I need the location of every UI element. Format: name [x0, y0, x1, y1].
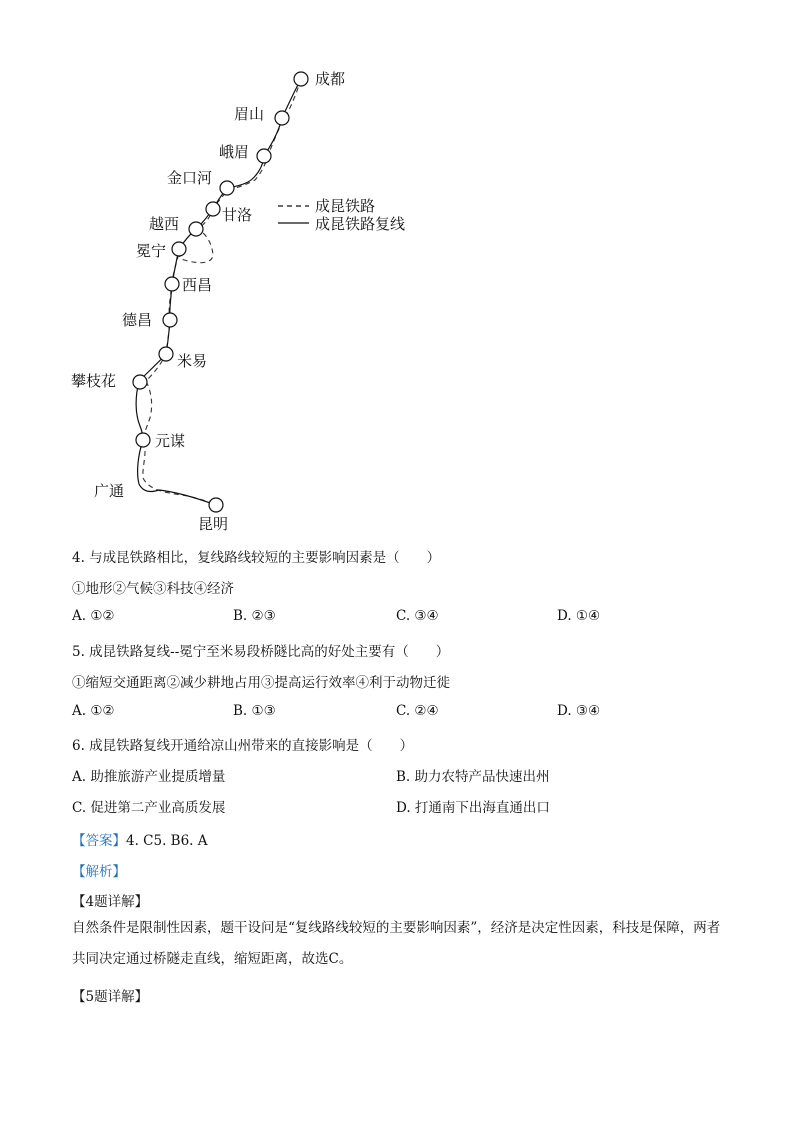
q4-option-d[interactable]: D. ①④	[557, 608, 601, 624]
q4-stem: 4. 与成昆铁路相比，复线路线较短的主要影响因素是（ ）	[72, 550, 441, 566]
map-legend	[278, 197, 405, 233]
q5-option-b[interactable]: B. ①③	[233, 703, 276, 719]
label-jinkouhe: 金口河	[167, 169, 213, 187]
station-panzhihua	[133, 375, 147, 389]
station-yuexi	[189, 222, 203, 236]
label-xichang: 西昌	[182, 276, 213, 294]
station-meishan	[275, 111, 289, 125]
label-ganluo: 甘洛	[222, 206, 253, 224]
legend-old-line-label: 成昆铁路	[315, 197, 376, 215]
station-kunming	[209, 498, 223, 512]
label-mianning: 冕宁	[136, 242, 167, 260]
q4-option-a[interactable]: A. ①②	[72, 608, 115, 624]
label-dechang: 德昌	[122, 311, 153, 329]
q5-option-c[interactable]: C. ②④	[396, 703, 439, 719]
station-yuanmou	[136, 433, 150, 447]
q5-option-d[interactable]: D. ③④	[557, 703, 601, 719]
analysis-label: 【解析】	[72, 864, 126, 880]
label-yuexi: 越西	[149, 215, 180, 233]
station-chengdu	[294, 72, 308, 86]
q5-items: ①缩短交通距离②减少耕地占用③提高运行效率④利于动物迁徙	[72, 675, 450, 691]
label-emei: 峨眉	[219, 143, 250, 161]
station-mianning	[172, 242, 186, 256]
answer-label: 【答案】	[72, 833, 126, 849]
label-panzhihua: 攀枝花	[71, 372, 117, 390]
station-emei	[257, 149, 271, 163]
q5-stem: 5. 成昆铁路复线--冕宁至米易段桥隧比高的好处主要有（ ）	[72, 644, 450, 660]
station-miyi	[159, 347, 173, 361]
q6-stem: 6. 成昆铁路复线开通给凉山州带来的直接影响是（ ）	[72, 738, 414, 754]
station-jinkouhe	[220, 181, 234, 195]
label-kunming: 昆明	[198, 515, 229, 533]
q6-option-d[interactable]: D. 打通南下出海直通出口	[396, 800, 550, 816]
q6-option-a[interactable]: A. 助推旅游产业提质增量	[72, 769, 226, 785]
label-yuanmou: 元谋	[155, 432, 186, 450]
legend-new-line-label: 成昆铁路复线	[315, 215, 406, 233]
q6-option-c[interactable]: C. 促进第二产业高质发展	[72, 800, 226, 816]
q4-items: ①地形②气候③科技④经济	[72, 581, 234, 597]
station-ganluo	[206, 202, 220, 216]
q6-option-b[interactable]: B. 助力农特产品快速出州	[396, 769, 550, 785]
label-guangtong: 广通	[94, 482, 125, 500]
label-meishan: 眉山	[234, 105, 265, 123]
q4-option-b[interactable]: B. ②③	[233, 608, 276, 624]
q4-detail-heading: 【4题详解】	[72, 894, 149, 910]
answer-text: 4. C5. B6. A	[126, 833, 208, 849]
label-miyi: 米易	[177, 352, 208, 370]
railway-map	[0, 0, 794, 545]
label-chengdu: 成都	[315, 70, 346, 88]
q5-detail-heading: 【5题详解】	[72, 989, 149, 1005]
station-dechang	[163, 313, 177, 327]
answer-line	[72, 829, 208, 849]
q4-detail-text: 自然条件是限制性因素，题干设问是“复线路线较短的主要影响因素”，经济是决定性因素，科技是保障，两者共同决定通过桥隧走直线，缩短距离，故选C。	[72, 920, 721, 967]
q5-option-a[interactable]: A. ①②	[72, 703, 115, 719]
q4-option-c[interactable]: C. ③④	[396, 608, 439, 624]
station-xichang	[165, 277, 179, 291]
